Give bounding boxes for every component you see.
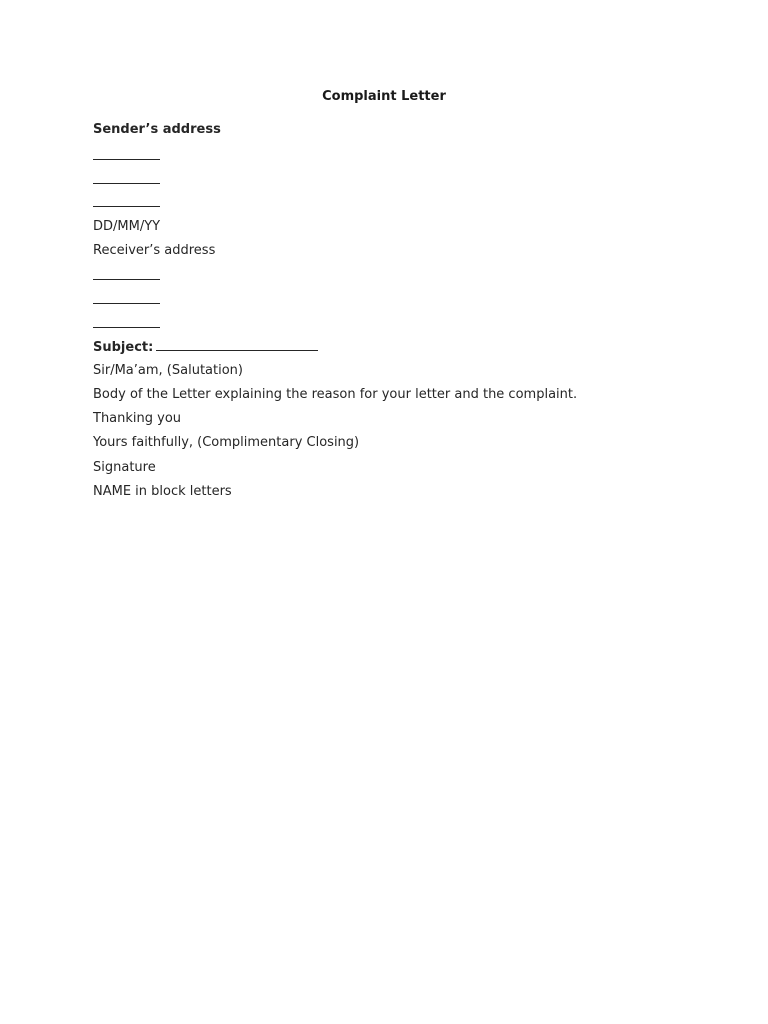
subject-blank — [156, 338, 318, 351]
sender-address-blank-1 — [93, 147, 160, 165]
receiver-address-blank-1 — [93, 267, 160, 285]
letter-body: Body of the Letter explaining the reason for your letter and the complaint. — [93, 387, 578, 402]
receiver-address-blank-3 — [93, 315, 160, 333]
complimentary-closing: Yours faithfully, (Complimentary Closing) — [93, 435, 360, 450]
receiver-address-heading: Receiver’s address — [93, 243, 216, 258]
receiver-address-blank-2 — [93, 291, 160, 309]
salutation: Sir/Ma’am, (Salutation) — [93, 363, 243, 378]
thanks-line: Thanking you — [93, 411, 182, 426]
signature-line: Signature — [93, 460, 156, 475]
sender-address-heading: Sender’s address — [93, 122, 221, 137]
subject-label: Subject: — [93, 340, 154, 355]
date-placeholder: DD/MM/YY — [93, 219, 161, 234]
subject-line — [93, 338, 318, 356]
name-line: NAME in block letters — [93, 484, 232, 499]
sender-address-blank-2 — [93, 171, 160, 189]
page-title: Complaint Letter — [322, 89, 446, 104]
sender-address-blank-3 — [93, 194, 160, 212]
